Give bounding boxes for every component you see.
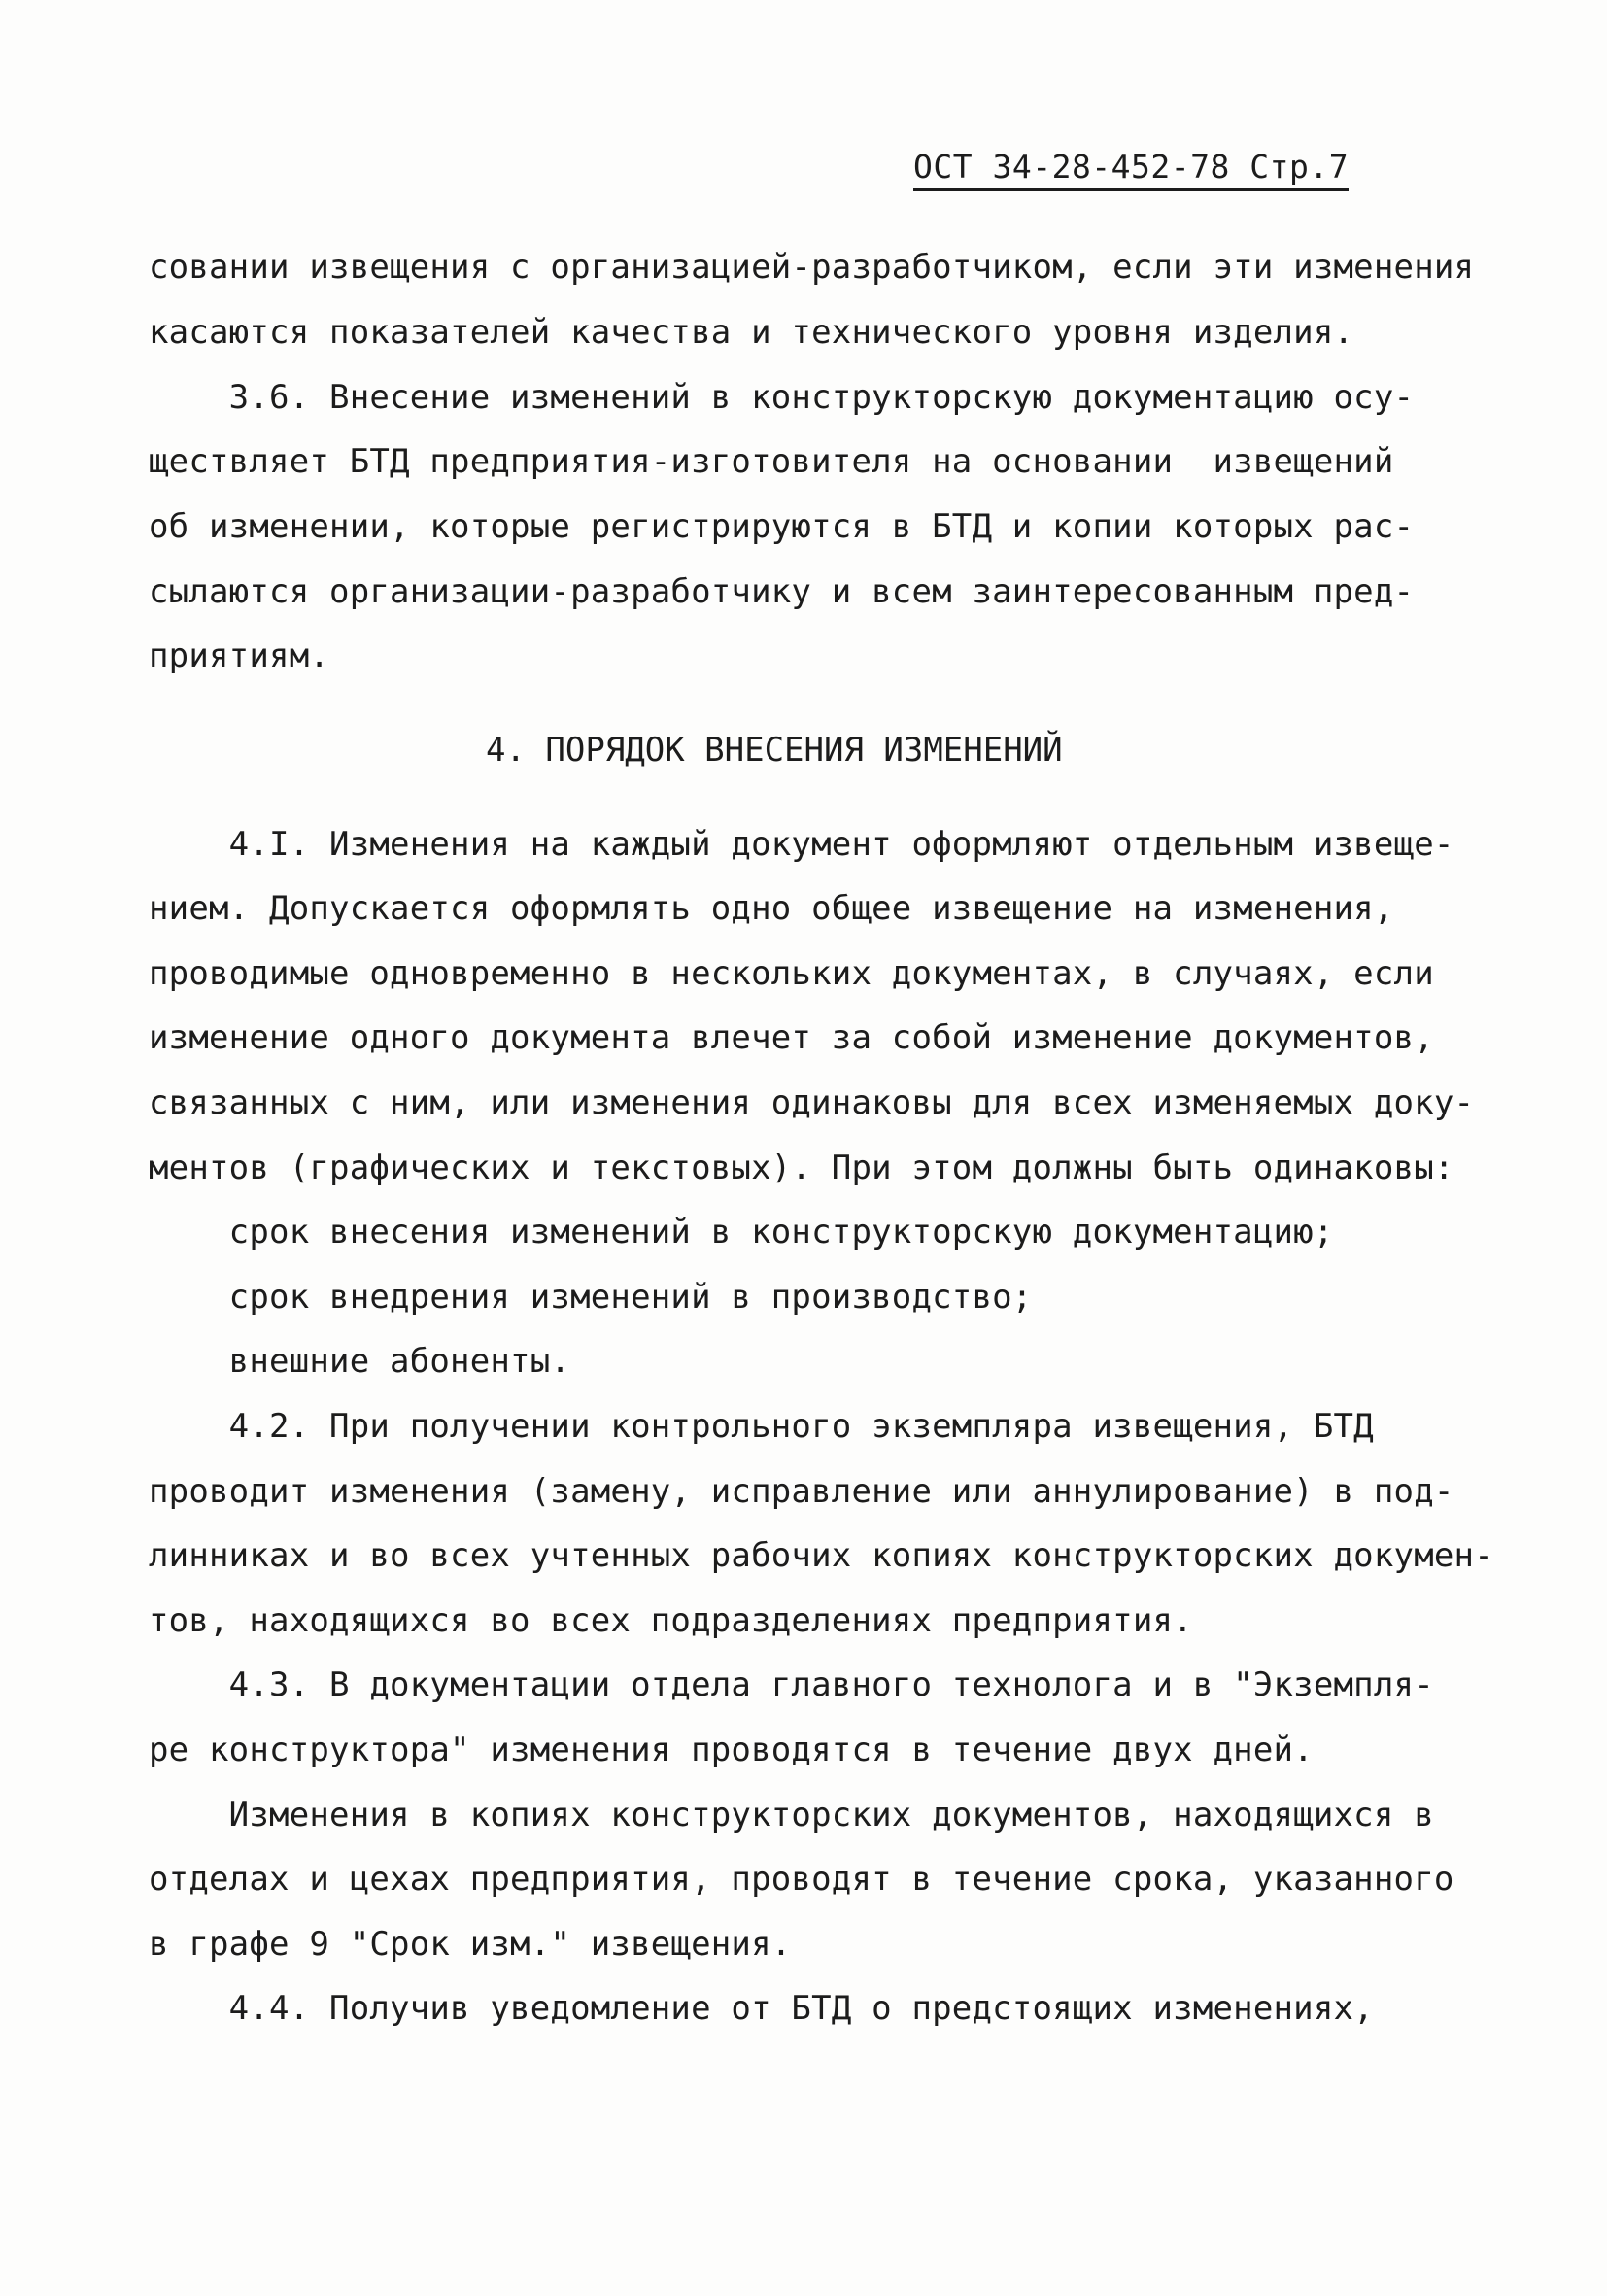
text-line: об изменении, которые регистрируются в БТД и копии которых рас- [149,507,1415,546]
text-line: 4.3. В документации отдела главного технолога и в "Экземпля- [149,1665,1434,1704]
text-line: нием. Допускается оформлять одно общее извещение на изменения, [149,889,1394,928]
page-header: ОСТ 34-28-452-78 Стр.7 [913,148,1349,191]
text-line: сылаются организации-разработчику и всем заинтересованным пред- [149,572,1415,611]
text-line: приятиям. [149,636,330,675]
text-line: линниках и во всех учтенных рабочих копиях конструкторских докумен- [149,1536,1494,1575]
text-line: в графе 9 "Срок изм." извещения. [149,1925,792,1964]
text-line: внешние абоненты. [149,1342,571,1381]
text-line: 3.6. Внесение изменений в конструкторскую документацию осу- [149,378,1415,417]
text-line: тов, находящихся во всех подразделениях предприятия. [149,1601,1193,1640]
text-line: изменение одного документа влечет за собой изменение документов, [149,1018,1434,1057]
text-line: совании извещения с организацией-разработчиком, если эти изменения [149,248,1475,287]
text-line: 4.2. При получении контрольного экземпляра извещения, БТД [149,1407,1374,1446]
text-line: проводимые одновременно в нескольких документах, в случаях, если [149,954,1434,993]
text-line: связанных с ним, или изменения одинаковы для всех изменяемых доку- [149,1083,1475,1122]
text-line: проводит изменения (замену, исправление или аннулирование) в под- [149,1472,1454,1511]
text-line: срок внесения изменений в конструкторскую документацию; [149,1213,1334,1251]
text-line: Изменения в копиях конструкторских документов, находящихся в [149,1796,1434,1834]
text-line: ществляет БТД предприятия-изготовителя на основании извещений [149,442,1394,481]
text-line: отделах и цехах предприятия, проводят в течение срока, указанного [149,1860,1454,1899]
section-heading: 4. ПОРЯДОК ВНЕСЕНИЯ ИЗМЕНЕНИЙ [486,731,1063,770]
text-line: ментов (графических и текстовых). При этом должны быть одинаковы: [149,1148,1454,1187]
text-line: 4.I. Изменения на каждый документ оформляют отдельным извеще- [149,825,1454,864]
text-line: срок внедрения изменений в производство; [149,1278,1033,1317]
text-line: 4.4. Получив уведомление от БТД о предстоящих изменениях, [149,1989,1374,2028]
text-line: касаются показателей качества и технического уровня изделия. [149,313,1354,352]
text-line: ре конструктора" изменения проводятся в течение двух дней. [149,1731,1314,1769]
